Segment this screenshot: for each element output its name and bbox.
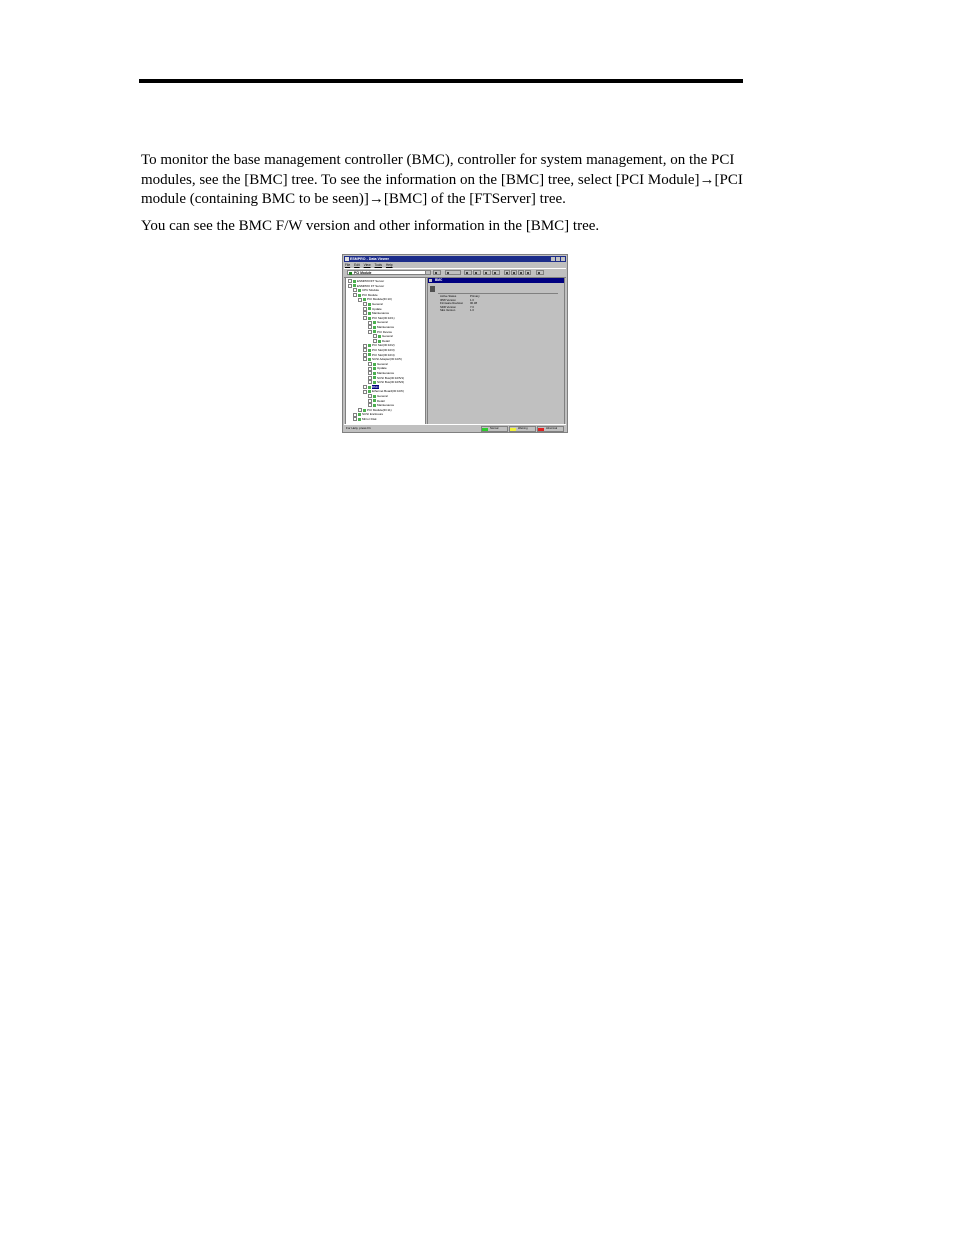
tree-item[interactable] <box>363 302 383 306</box>
expand-toggle-icon[interactable] <box>363 348 367 352</box>
component-icon <box>368 307 371 310</box>
component-icon <box>373 326 376 329</box>
tree-item[interactable] <box>348 284 384 288</box>
tree-item-label: PCI Device <box>377 329 393 334</box>
tree-item[interactable] <box>363 311 389 315</box>
property-key: Firmware Revision <box>440 301 464 306</box>
component-icon <box>358 418 361 421</box>
copy-button[interactable] <box>473 270 481 275</box>
component-icon <box>373 372 376 375</box>
component-icon <box>373 399 376 402</box>
expand-toggle-icon[interactable] <box>368 403 372 407</box>
tree-item[interactable] <box>348 279 384 283</box>
properties-button[interactable] <box>492 270 500 275</box>
tree-item-label: BMC <box>372 384 379 389</box>
bmc-icon <box>429 279 432 282</box>
status-text: For Help, press F1 <box>346 426 371 430</box>
small-icons-button[interactable] <box>511 270 517 275</box>
back-forward-button[interactable] <box>445 270 461 275</box>
expand-toggle-icon[interactable] <box>368 399 372 403</box>
window-titlebar <box>344 256 566 262</box>
tree-item-label: Detail <box>377 398 385 403</box>
component-icon <box>368 312 371 315</box>
expand-toggle-icon[interactable] <box>358 408 362 412</box>
tree-item[interactable] <box>363 307 382 311</box>
bmc-large-icon <box>430 286 435 292</box>
expand-toggle-icon[interactable] <box>373 334 377 338</box>
detail-title: BMC <box>435 278 443 282</box>
expand-toggle-icon[interactable] <box>353 288 357 292</box>
component-icon <box>373 367 376 370</box>
expand-toggle-icon[interactable] <box>348 284 352 288</box>
expand-toggle-icon[interactable] <box>363 390 367 394</box>
tree-item[interactable] <box>368 371 394 375</box>
expand-toggle-icon[interactable] <box>363 353 367 357</box>
property-value: 7.0 <box>470 304 474 309</box>
legend-label: Normal <box>490 427 499 430</box>
tree-item-label: SCSI Enclosure <box>362 412 384 417</box>
tree-item[interactable] <box>368 403 394 407</box>
maximize-icon[interactable] <box>556 257 560 261</box>
component-icon <box>373 321 376 324</box>
tree-item[interactable] <box>368 366 387 370</box>
tree-item-label: General <box>382 334 393 339</box>
tree-item-label: PCI Module(ID:10) <box>367 297 392 302</box>
expand-toggle-icon[interactable] <box>373 339 377 343</box>
tree-item-label: General <box>377 361 388 366</box>
component-icon <box>353 284 356 287</box>
property-key: IPMI Version <box>440 297 456 302</box>
chevron-down-icon[interactable] <box>425 271 430 274</box>
tree-item[interactable] <box>363 357 402 361</box>
component-icon <box>368 353 371 356</box>
tree-item[interactable] <box>368 380 404 384</box>
tree-item[interactable] <box>368 362 388 366</box>
expand-toggle-icon[interactable] <box>363 307 367 311</box>
menu-view[interactable]: View <box>363 263 371 267</box>
detail-header <box>428 278 564 283</box>
tree-item-label: ESMPRO/FT Server <box>357 279 385 283</box>
tree-item[interactable] <box>363 348 395 352</box>
tree-item-label: General <box>377 394 388 398</box>
expand-toggle-icon[interactable] <box>353 293 357 297</box>
property-value: 00.38 <box>470 301 477 306</box>
tree-item-label: Ethernet Board(ID:10/6) <box>372 389 404 394</box>
expand-toggle-icon[interactable] <box>368 321 372 325</box>
component-icon <box>358 294 361 297</box>
menu-help[interactable]: Help <box>385 263 393 267</box>
minimize-icon[interactable] <box>551 257 555 261</box>
tree-item[interactable] <box>363 343 395 347</box>
tree-item-label: CPU Module <box>362 288 380 293</box>
tree-item[interactable] <box>368 394 388 398</box>
expand-toggle-icon[interactable] <box>353 413 357 417</box>
up-folder-button[interactable] <box>433 270 441 275</box>
tree-item[interactable] <box>363 353 395 357</box>
property-key: SDR Version <box>440 304 457 309</box>
intro-paragraph: To monitor the base management controller (BMC), controller for system management, on the PCI modules, see the [BMC] tree. To see the information on the [BMC] tree, select [PCI Module]→[PCI module (containing BMC to be seen)]→[BMC] of the [FTServer] tree. <box>141 152 743 207</box>
component-icon <box>368 349 371 352</box>
component-icon <box>363 298 366 301</box>
detail-pane <box>427 277 565 425</box>
tree-item[interactable] <box>368 399 385 403</box>
data-viewer-screenshot <box>342 254 568 433</box>
tree-item-label: General <box>377 320 388 325</box>
tree-item-label: Detail <box>382 338 390 343</box>
component-icon <box>368 390 371 393</box>
tree-item[interactable] <box>368 325 394 329</box>
tree-item-label: Maintenance <box>377 403 395 408</box>
tree-item[interactable] <box>373 334 393 338</box>
legend-warning <box>509 426 536 432</box>
bmc-version-paragraph: You can see the BMC F/W version and other information in the [BMC] tree. <box>141 218 600 234</box>
component-icon <box>373 395 376 398</box>
expand-toggle-icon[interactable] <box>363 357 367 361</box>
legend-swatch <box>510 428 516 431</box>
print-button[interactable] <box>483 270 491 275</box>
tree-item[interactable] <box>353 288 379 292</box>
list-view-button[interactable] <box>518 270 524 275</box>
legend-normal <box>481 426 508 432</box>
tree-item-label: PCI Slot(ID:10/1) <box>372 315 395 320</box>
tree-item[interactable] <box>358 297 392 301</box>
expand-toggle-icon[interactable] <box>368 394 372 398</box>
large-icons-button[interactable] <box>504 270 510 275</box>
expand-toggle-icon[interactable] <box>363 316 367 320</box>
expand-toggle-icon[interactable] <box>368 371 372 375</box>
component-icon <box>378 340 381 343</box>
tree-item-label: Update <box>377 366 387 371</box>
tree-item[interactable] <box>353 293 378 297</box>
expand-toggle-icon[interactable] <box>368 367 372 371</box>
tree-item-label: Maintenance <box>372 311 390 316</box>
component-icon <box>373 330 376 333</box>
component-icon <box>373 363 376 366</box>
tree-item[interactable] <box>363 389 404 393</box>
component-icon <box>358 413 361 416</box>
details-view-button[interactable] <box>525 270 531 275</box>
status-legend <box>481 426 564 432</box>
cut-button[interactable] <box>464 270 472 275</box>
menu-file[interactable]: File <box>345 263 351 267</box>
legend-abnormal <box>537 426 564 432</box>
tree-item[interactable] <box>368 320 388 324</box>
window-title: ESMPRO - Data Viewer <box>350 257 390 261</box>
tree-item-label: SCSI Adapter(ID:10/5) <box>372 357 402 362</box>
expand-toggle-icon[interactable] <box>358 298 362 302</box>
app-icon <box>345 257 349 261</box>
property-key: Active Status <box>440 294 457 298</box>
component-icon <box>368 386 371 389</box>
tree-item[interactable] <box>373 339 390 343</box>
component-icon <box>373 376 376 379</box>
expand-toggle-icon[interactable] <box>368 330 372 334</box>
property-value: 1.0 <box>470 308 474 313</box>
component-icon <box>353 280 356 283</box>
module-icon <box>349 272 352 275</box>
server-tree[interactable] <box>345 277 426 425</box>
tree-item[interactable] <box>363 316 395 320</box>
tree-item-label: Mirror Disk <box>362 417 377 421</box>
expand-toggle-icon[interactable] <box>368 325 372 329</box>
component-icon <box>358 289 361 292</box>
tree-item-label: Maintenance <box>377 325 395 329</box>
component-icon <box>368 344 371 347</box>
combo-value: PCI Module <box>354 271 372 275</box>
tree-item-label: General <box>372 302 383 306</box>
detail-separator <box>438 293 558 294</box>
property-value: Primary <box>470 294 480 298</box>
component-icon <box>378 335 381 338</box>
tree-item-label: Maintenance <box>377 371 395 375</box>
component-icon <box>373 381 376 384</box>
tree-item[interactable] <box>353 417 377 421</box>
help-button[interactable] <box>536 270 544 275</box>
expand-toggle-icon[interactable] <box>368 380 372 384</box>
status-bar <box>344 424 566 431</box>
tree-item-label: PCI Slot(ID:10/4) <box>372 352 395 357</box>
expand-toggle-icon[interactable] <box>353 417 357 421</box>
tree-item-label: SCSI Bus(ID:10/5/1) <box>377 375 405 380</box>
expand-toggle-icon[interactable] <box>368 362 372 366</box>
property-value: 1.0 <box>470 297 474 302</box>
tree-item-label: PCI Slot(ID:10/2) <box>372 343 395 348</box>
legend-label: Abnormal <box>546 427 558 430</box>
tree-item[interactable] <box>368 330 392 334</box>
expand-toggle-icon[interactable] <box>368 376 372 380</box>
expand-toggle-icon[interactable] <box>363 344 367 348</box>
component-icon <box>368 358 371 361</box>
tree-item[interactable] <box>368 376 404 380</box>
expand-toggle-icon[interactable] <box>363 302 367 306</box>
component-icon <box>368 303 371 306</box>
component-icon <box>363 409 366 412</box>
component-icon <box>368 317 371 320</box>
tree-item-label: SCSI Bus(ID:10/5/2) <box>377 380 405 385</box>
expand-toggle-icon[interactable] <box>363 385 367 389</box>
expand-toggle-icon[interactable] <box>348 279 352 283</box>
bmc-properties <box>440 295 480 313</box>
tree-item[interactable] <box>358 408 392 412</box>
property-key: SEL Version <box>440 308 456 313</box>
header-rule <box>139 79 743 83</box>
component-icon <box>373 404 376 407</box>
tree-item[interactable] <box>353 412 383 416</box>
property-row <box>440 309 480 313</box>
legend-swatch <box>538 428 544 431</box>
tree-item-label: ESMPRO FT Server <box>357 283 385 288</box>
location-combo[interactable] <box>347 270 431 275</box>
menu-edit[interactable]: Edit <box>354 263 360 267</box>
tree-item[interactable] <box>363 385 379 389</box>
menu-tools[interactable]: Tools <box>374 263 382 267</box>
expand-toggle-icon[interactable] <box>363 311 367 315</box>
tree-item-label: PCI Module <box>362 292 378 297</box>
tree-item-label: Update <box>372 306 382 311</box>
close-icon[interactable] <box>561 257 565 261</box>
legend-label: Warning <box>518 427 528 430</box>
tree-item-label: PCI Module(ID:11) <box>367 407 392 412</box>
legend-swatch <box>482 428 488 431</box>
tree-item-label: PCI Slot(ID:10/3) <box>372 348 395 352</box>
